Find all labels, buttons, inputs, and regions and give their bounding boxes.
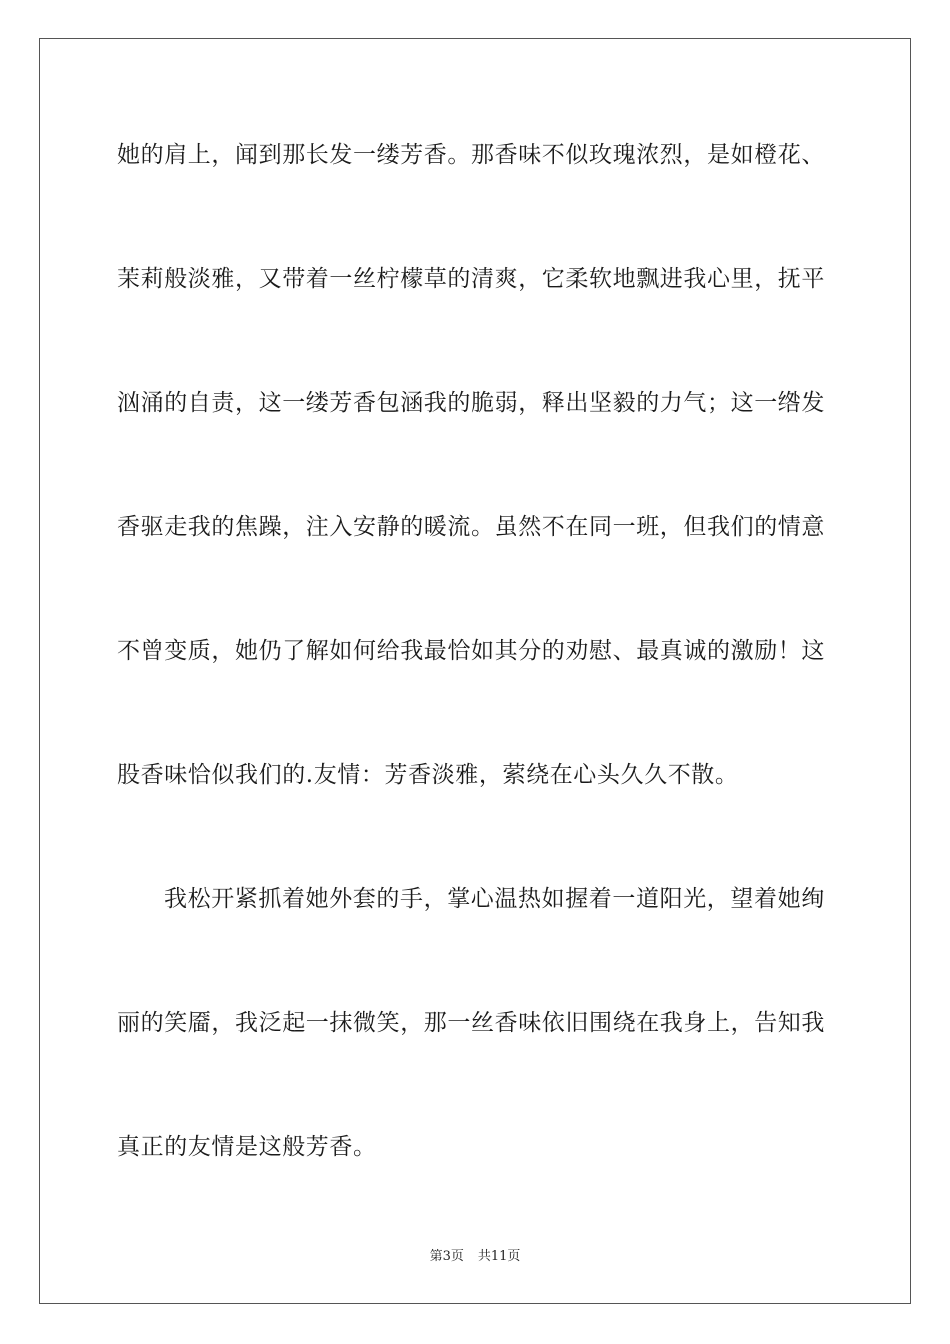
paragraph-line-4: 香驱走我的焦躁，注入安静的暖流。虽然不在同一班，但我们的情意: [117, 514, 825, 540]
page-footer: [0, 1248, 950, 1266]
paragraph-line-1: 她的肩上，闻到那长发一缕芳香。那香味不似玫瑰浓烈，是如橙花、: [117, 142, 825, 168]
paragraph-line-9: 真正的友情是这般芳香。: [117, 1134, 377, 1160]
paragraph-line-5: 不曾变质，她仍了解如何给我最恰如其分的劝慰、最真诚的激励！这: [117, 638, 825, 664]
paragraph-line-7: 我松开紧抓着她外套的手，掌心温热如握着一道阳光，望着她绚: [164, 886, 825, 912]
paragraph-line-3: 汹涌的自责，这一缕芳香包涵我的脆弱，释出坚毅的力气；这一绺发: [117, 390, 825, 416]
paragraph-line-8: 丽的笑靥，我泛起一抹微笑，那一丝香味依旧围绕在我身上，告知我: [117, 1010, 825, 1036]
page-number: 第3页: [429, 1249, 464, 1264]
total-pages: 共11页: [477, 1249, 521, 1264]
paragraph-line-2: 茉莉般淡雅，又带着一丝柠檬草的清爽，它柔软地飘进我心里，抚平: [117, 266, 825, 292]
paragraph-line-6: 股香味恰似我们的.友情：芳香淡雅，萦绕在心头久久不散。: [117, 762, 739, 788]
page-border: [39, 38, 911, 1304]
